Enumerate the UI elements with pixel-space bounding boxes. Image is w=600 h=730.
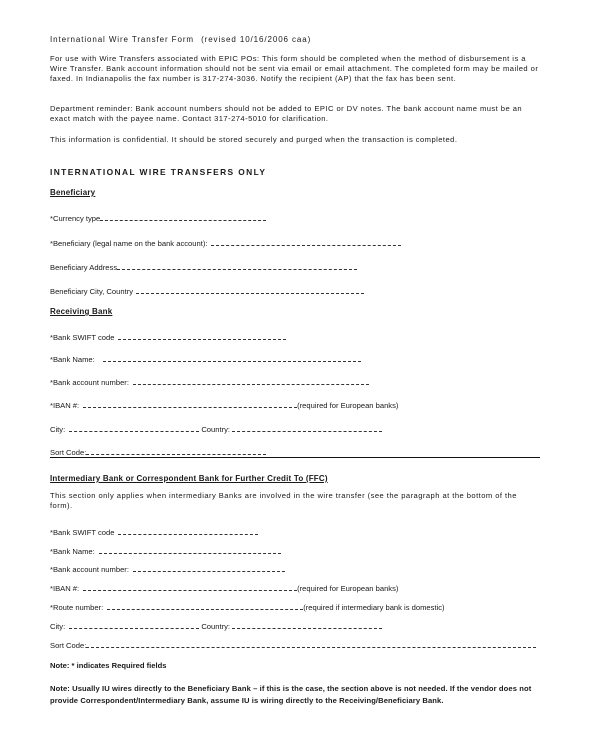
required-note: Note: * indicates Required fields bbox=[50, 661, 167, 670]
ib-bank-name-label: *Bank Name: bbox=[50, 547, 95, 556]
ib-iban-row bbox=[50, 582, 398, 593]
rb-city-label: City: bbox=[50, 425, 66, 434]
rb-account-label: *Bank account number: bbox=[50, 378, 129, 387]
beneficiary-address-row bbox=[50, 261, 357, 272]
intro-paragraph-2: Department reminder: Bank account numbers should not be added to EPIC or DV notes. The bank account name must be an exact match with the payee name. Contact 317-274-5010 for clarification. bbox=[50, 104, 523, 123]
rb-city-row bbox=[50, 423, 382, 434]
ib-iban-field[interactable] bbox=[83, 582, 297, 591]
intro-paragraph-3: This information is confidential. It should be stored securely and purged when the transaction is completed. bbox=[50, 135, 458, 144]
ib-sort-label: Sort Code: bbox=[50, 641, 87, 650]
main-heading: INTERNATIONAL WIRE TRANSFERS ONLY bbox=[50, 167, 267, 177]
ib-bank-name-row bbox=[50, 545, 281, 556]
usage-note: Note: Usually IU wires directly to the Beneficiary Bank – if this is the case, the section above is not needed. If the vendor does not provide Correspondent/Intermediary Bank, assume IU is wiring directly to the Receiving/Beneficiary Bank. bbox=[50, 684, 532, 705]
rb-city-field[interactable] bbox=[69, 423, 199, 432]
rb-sort-row bbox=[50, 446, 266, 457]
beneficiary-name-row bbox=[50, 237, 401, 248]
rb-iban-label: *IBAN #: bbox=[50, 401, 80, 410]
ib-city-field[interactable] bbox=[69, 620, 199, 629]
form-title: International Wire Transfer Form bbox=[50, 35, 194, 44]
ib-city-row bbox=[50, 620, 382, 631]
rb-iban-row bbox=[50, 399, 398, 410]
receiving-bank-heading: Receiving Bank bbox=[50, 307, 113, 316]
ib-iban-label: *IBAN #: bbox=[50, 584, 80, 593]
ib-route-hint: (required if intermediary bank is domestic) bbox=[303, 603, 445, 612]
ib-account-row bbox=[50, 563, 285, 574]
beneficiary-city-field[interactable] bbox=[136, 285, 364, 294]
rb-swift-row bbox=[50, 331, 286, 342]
rb-swift-label: *Bank SWIFT code bbox=[50, 333, 115, 342]
rb-sort-label: Sort Code: bbox=[50, 448, 87, 457]
rb-account-row bbox=[50, 376, 369, 387]
beneficiary-heading: Beneficiary bbox=[50, 188, 96, 197]
ib-route-label: *Route number: bbox=[50, 603, 104, 612]
currency-label: *Currency type bbox=[50, 214, 101, 223]
ib-iban-hint: (required for European banks) bbox=[297, 584, 399, 593]
rb-account-field[interactable] bbox=[133, 376, 369, 385]
ib-sort-row bbox=[50, 639, 536, 650]
beneficiary-city-label: Beneficiary City, Country bbox=[50, 287, 133, 296]
ib-swift-field[interactable] bbox=[118, 526, 258, 535]
currency-field[interactable] bbox=[100, 212, 266, 221]
form-revision: (revised 10/16/2006 caa) bbox=[201, 35, 312, 44]
rb-swift-field[interactable] bbox=[118, 331, 286, 340]
rb-country-label: Country: bbox=[201, 425, 231, 434]
ib-country-label: Country: bbox=[201, 622, 231, 631]
ib-city-label: City: bbox=[50, 622, 66, 631]
intro-paragraph-1: For use with Wire Transfers associated with EPIC POs: This form should be completed when the method of disbursement is a Wire Transfer. Bank account information should not be sent via email or email attachment. The completed form may be mailed or faxed. In Indianapolis the fax number is 317-274-3036. Notify the recipient (AP) that the fax has been sent. bbox=[50, 54, 539, 83]
ib-account-label: *Bank account number: bbox=[50, 565, 129, 574]
ib-swift-row bbox=[50, 526, 258, 537]
beneficiary-name-field[interactable] bbox=[211, 237, 401, 246]
ib-account-field[interactable] bbox=[133, 563, 285, 572]
ib-country-field[interactable] bbox=[232, 620, 382, 629]
ib-route-row bbox=[50, 601, 445, 612]
intermediary-description: This section only applies when intermediary Banks are involved in the wire transfer (see the paragraph at the bottom of the form). bbox=[50, 491, 517, 510]
ib-sort-field[interactable] bbox=[86, 639, 536, 648]
rb-bank-name-row bbox=[50, 353, 361, 364]
rb-iban-hint: (required for European banks) bbox=[297, 401, 399, 410]
currency-row bbox=[50, 212, 266, 223]
intermediary-heading: Intermediary Bank or Correspondent Bank for Further Credit To (FFC) bbox=[50, 474, 328, 483]
rb-iban-field[interactable] bbox=[83, 399, 297, 408]
rb-country-field[interactable] bbox=[232, 423, 382, 432]
section-divider bbox=[50, 457, 540, 458]
beneficiary-name-label: *Beneficiary (legal name on the bank account): bbox=[50, 239, 208, 248]
form-header bbox=[50, 35, 311, 44]
ib-route-field[interactable] bbox=[107, 601, 303, 610]
rb-bank-name-label: *Bank Name: bbox=[50, 355, 95, 364]
ib-bank-name-field[interactable] bbox=[99, 545, 281, 554]
beneficiary-city-row bbox=[50, 285, 364, 296]
beneficiary-address-field[interactable] bbox=[117, 261, 357, 270]
ib-swift-label: *Bank SWIFT code bbox=[50, 528, 115, 537]
rb-sort-field[interactable] bbox=[86, 446, 266, 455]
beneficiary-address-label: Beneficiary Address bbox=[50, 263, 118, 272]
rb-bank-name-field[interactable] bbox=[103, 353, 361, 362]
